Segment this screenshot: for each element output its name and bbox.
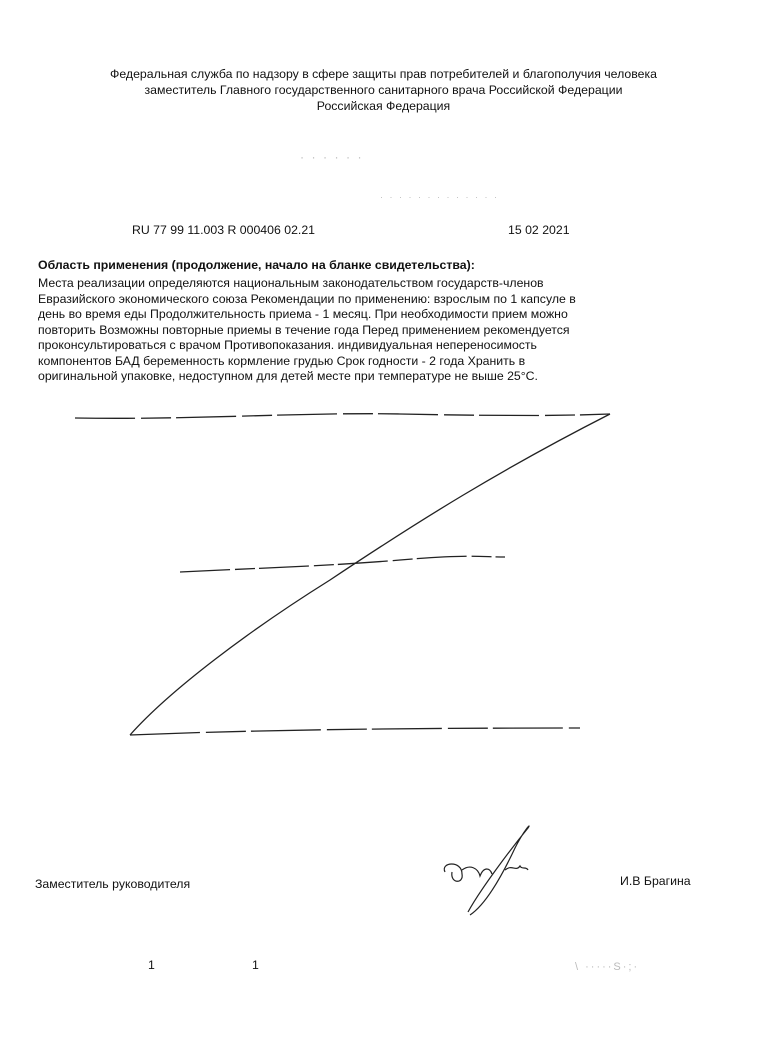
body-line: компонентов БАД беременность кормление грудью Срок годности - 2 года Хранить в xyxy=(38,353,526,368)
faded-text: · · · · · · xyxy=(300,150,364,164)
signatory-name: И.В Брагина xyxy=(620,874,691,888)
header-line-1: Федеральная служба по надзору в сфере защиты прав потребителей и благополучия человека xyxy=(110,67,657,81)
body-line: Места реализации определяются национальным законодательством государств-членов xyxy=(38,276,544,290)
body-line: день во время еды Продолжительность приема - 1 месяц. При необходимости прием можно xyxy=(38,307,568,321)
body-line: повторить Возможны повторные приемы в течение года Перед применением рекомендуется xyxy=(38,322,570,337)
certificate-date: 15 02 2021 xyxy=(508,223,570,237)
body-line: Евразийского экономического союза Рекомендации по применению: взрослым по 1 капсуле в xyxy=(38,291,576,306)
faded-text: · · · · · · · · · · · · · xyxy=(380,192,499,202)
header-line-2: заместитель Главного государственного санитарного врача Российской Федерации xyxy=(144,83,623,97)
body-line: оригинальной упаковке, недоступном для детей месте при температуре не выше 25°C. xyxy=(38,369,538,383)
page-number-a: 1 xyxy=(148,958,155,972)
certificate-number: RU 77 99 11.003 R 000406 02.21 xyxy=(132,223,316,237)
body-line: проконсультироваться с врачом Противопоказания. индивидуальная непереносимость xyxy=(38,338,537,352)
header-line-3: Российская Федерация xyxy=(316,99,451,113)
signatory-position: Заместитель руководителя xyxy=(35,877,191,891)
faded-serial: \ ·····S·;· xyxy=(575,961,640,973)
page-number-b: 1 xyxy=(252,958,259,972)
handwritten-signature xyxy=(444,826,529,915)
section-heading: Область применения (продолжение, начало на бланке свидетельства): xyxy=(38,258,475,272)
